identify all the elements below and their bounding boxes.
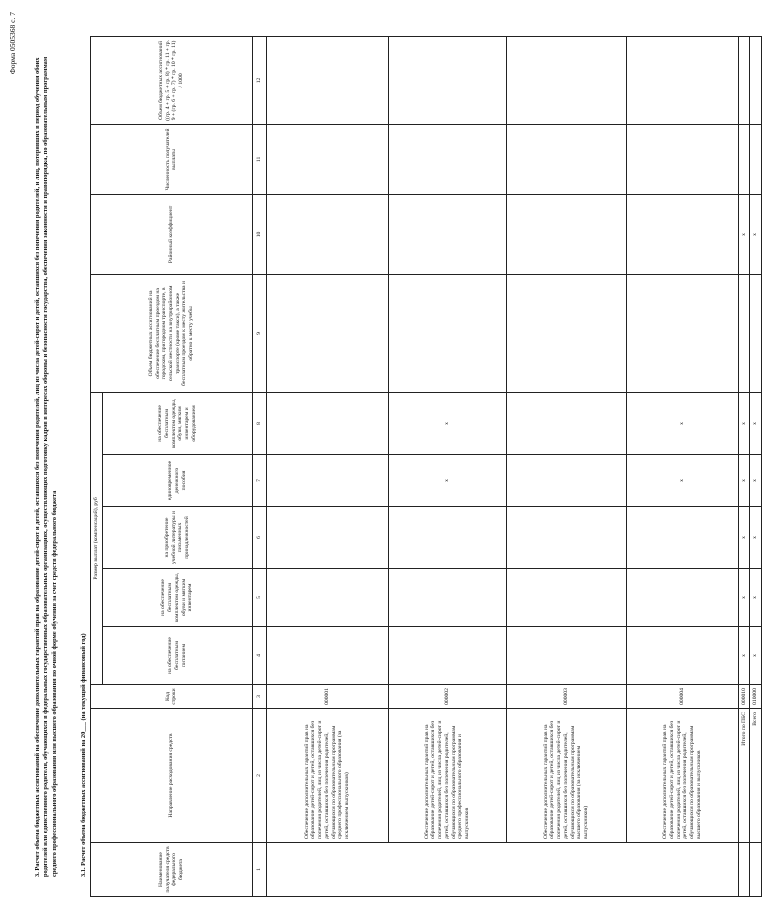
direction-cell: Обеспечение дополнительных гарантий прав на образование детей-сирот и детей, оставшихся без попечения родителей, лиц из числа детей-сирот и детей, оставшихся без попечения родителей, обучающихся по образовательным программам высшего образования (за исключением выпускников) <box>506 709 626 843</box>
header-code: Код строки <box>91 685 253 709</box>
total-spacer <box>738 843 750 897</box>
cell-regional-coefficient: x <box>750 194 762 274</box>
table-row <box>266 36 388 896</box>
total-spacer <box>750 843 762 897</box>
header-clothing: на обеспечение бесплатным комплектом одежды, обуви и мягким инвентарем <box>102 569 252 627</box>
cell-clothing-equipment: x <box>750 392 762 454</box>
recipient-cell <box>266 843 738 897</box>
header-travel: Объем бюджетных ассигнований на обеспечение бесплатным проездом на городском, пригородном транспорте, в сельской местности на внутрирайонном транспорте (кроме такси), а также бесплатным проездом к месту жительства и обратно к месту учебы <box>91 274 253 392</box>
cell-clothing: x <box>738 569 750 627</box>
header-allocation-volume: Объем бюджетных ассигнований ((гр. 4 + гр. 5 + гр. 8) * гр. 11 + гр. 9 + (гр. 6 + гр. 7) * гр. 10 * гр. 11) / 1000 <box>91 36 253 124</box>
cell-lump-sum: x <box>388 455 506 507</box>
cell-regional-coefficient <box>388 194 506 274</box>
column-number: 6 <box>252 507 266 569</box>
cell-food: x <box>750 627 762 685</box>
cell-recipient-count <box>738 124 750 194</box>
direction-cell: Обеспечение дополнительных гарантий прав на образование детей-сирот и детей, оставшихся без попечения родителей, лиц из числа детей-сирот и детей, оставшихся без попечения родителей, обучающихся по образовательным программам среднего профессионального образования (за исключением выпускников) <box>266 709 388 843</box>
cell-food: x <box>738 627 750 685</box>
cell-clothing: x <box>750 569 762 627</box>
cell-recipient-count <box>626 124 738 194</box>
cell-clothing-equipment: x <box>626 392 738 454</box>
cell-lump-sum <box>506 455 626 507</box>
cell-recipient-count <box>388 124 506 194</box>
column-number: 9 <box>252 274 266 392</box>
header-literature: на приобретение учебной литературы и письменных принадлежностей <box>102 507 252 569</box>
header-regional-coefficient: Районный коэффициент <box>91 194 253 274</box>
cell-lump-sum: x <box>738 455 750 507</box>
column-number: 3 <box>252 685 266 709</box>
cell-clothing-equipment <box>266 392 388 454</box>
column-number: 11 <box>252 124 266 194</box>
column-number: 4 <box>252 627 266 685</box>
cell-travel <box>626 274 738 392</box>
cell-lump-sum: x <box>626 455 738 507</box>
cell-allocation-volume <box>626 36 738 124</box>
cell-literature: x <box>738 507 750 569</box>
cell-allocation-volume <box>266 36 388 124</box>
cell-travel <box>388 274 506 392</box>
cell-clothing <box>266 569 388 627</box>
table-row <box>626 36 738 896</box>
row-code: 000001 <box>266 685 388 709</box>
header-direction: Направление расходования средств <box>91 709 253 843</box>
header-lump-sum: единовременное денежного пособия <box>102 455 252 507</box>
total-row <box>738 36 750 896</box>
cell-clothing-equipment <box>506 392 626 454</box>
header-recipient: Наименование получателя средств федерального бюджета <box>91 843 253 897</box>
cell-travel <box>750 274 762 392</box>
column-number: 8 <box>252 392 266 454</box>
cell-allocation-volume <box>506 36 626 124</box>
column-number: 1 <box>252 843 266 897</box>
cell-literature: x <box>750 507 762 569</box>
cell-recipient-count <box>506 124 626 194</box>
row-code: 000002 <box>388 685 506 709</box>
cell-regional-coefficient <box>626 194 738 274</box>
column-number: 10 <box>252 194 266 274</box>
row-code: 000010 <box>738 685 750 709</box>
column-number: 5 <box>252 569 266 627</box>
row-code: 000004 <box>626 685 738 709</box>
total-label: Всего <box>750 709 762 843</box>
cell-regional-coefficient: x <box>738 194 750 274</box>
cell-allocation-volume <box>388 36 506 124</box>
cell-food <box>388 627 506 685</box>
cell-literature <box>506 507 626 569</box>
cell-clothing-equipment: x <box>738 392 750 454</box>
column-number: 2 <box>252 709 266 843</box>
table-row <box>388 36 506 896</box>
row-code: 010000 <box>750 685 762 709</box>
direction-cell: Обеспечение дополнительных гарантий прав на образование детей-сирот и детей, оставшихся без попечения родителей, лиц из числа детей-сирот и детей, оставшихся без попечения родителей, обучающихся по образовательным программам среднего профессионального образования и выпускников <box>388 709 506 843</box>
cell-literature <box>266 507 388 569</box>
grand-total-row <box>750 36 762 896</box>
cell-food <box>266 627 388 685</box>
subsection-heading: 3.1. Расчет объема бюджетных ассигнований на 20___ (на текущий финансовый год) <box>80 633 87 877</box>
cell-travel <box>266 274 388 392</box>
cell-allocation-volume <box>750 36 762 124</box>
header-recipient-count: Численность получателей выплаты <box>91 124 253 194</box>
header-clothing-equipment: на обеспечение бесплатным комплектом одежды, обуви, мягким инвентарем и оборудованием <box>102 392 252 454</box>
form-number: Форма 0505368 с. 7 <box>8 12 17 75</box>
column-number: 12 <box>252 36 266 124</box>
cell-regional-coefficient <box>506 194 626 274</box>
cell-clothing-equipment: x <box>388 392 506 454</box>
cell-literature <box>388 507 506 569</box>
cell-recipient-count <box>750 124 762 194</box>
header-food: на обеспечение бесплатным питанием <box>102 627 252 685</box>
cell-clothing <box>388 569 506 627</box>
row-code: 000003 <box>506 685 626 709</box>
total-label: Итого по ПБС <box>738 709 750 843</box>
calculation-table <box>90 36 762 897</box>
cell-allocation-volume <box>738 36 750 124</box>
direction-cell: Обеспечение дополнительных гарантий прав на образование детей-сирот и детей, оставшихся без попечения родителей, лиц из числа детей-сирот и детей, оставшихся без попечения родителей, обучающихся по образовательным программам высшего образования и выпускников <box>626 709 738 843</box>
cell-recipient-count <box>266 124 388 194</box>
cell-clothing <box>626 569 738 627</box>
cell-literature <box>626 507 738 569</box>
cell-lump-sum: x <box>750 455 762 507</box>
header-row-1 <box>91 36 103 896</box>
column-number-row <box>252 36 266 896</box>
cell-lump-sum <box>266 455 388 507</box>
cell-regional-coefficient <box>266 194 388 274</box>
section-heading: 3. Расчет объема бюджетных ассигнований на обеспечение дополнительных гарантий прав на образование детей-сирот и детей, оставшихся без попечения родителей, лиц из числа детей-сирот и детей, оставшихся без попечения родителей, и лиц, потерявших в период обучения обоих родителей или единственного родителя, обучающихся в федеральных государственных образовательных организациях, осуществляющих подготовку кадров в интересах обороны и безопасности государства, обеспечения законности и правопорядка, по образовательным программам среднего профессионального образования или высшего образования по очной форме обучения за счет средств федерального бюджета <box>34 56 58 877</box>
cell-travel <box>506 274 626 392</box>
cell-food <box>506 627 626 685</box>
cell-travel <box>738 274 750 392</box>
table-row <box>506 36 626 896</box>
column-number: 7 <box>252 455 266 507</box>
cell-food <box>626 627 738 685</box>
cell-clothing <box>506 569 626 627</box>
header-payments-group: Размер выплат (компенсаций), руб <box>91 392 103 684</box>
